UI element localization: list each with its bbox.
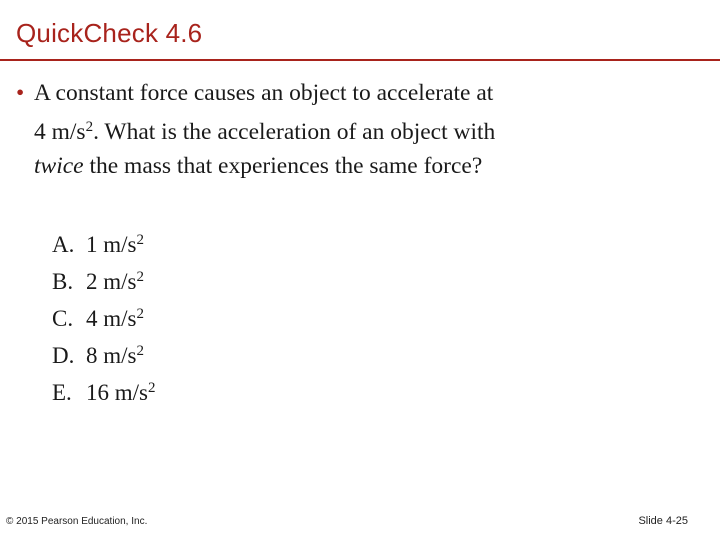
answer-choice-e[interactable]: [52, 372, 155, 409]
choice-value: 8 m/s: [86, 343, 137, 368]
answer-choice-d[interactable]: [52, 335, 155, 372]
title-divider: [0, 59, 720, 61]
answer-choices: [52, 224, 155, 409]
choice-sup: 2: [136, 269, 144, 285]
question-line-2-post: . What is the acceleration of an object with: [93, 119, 496, 145]
copyright-notice: © 2015 Pearson Education, Inc.: [6, 516, 148, 527]
answer-choice-b[interactable]: [52, 261, 155, 298]
slide-title: QuickCheck 4.6: [16, 18, 203, 48]
choice-value: 16 m/s: [86, 380, 148, 405]
choice-sup: 2: [136, 343, 144, 359]
choice-sup: 2: [147, 380, 156, 396]
question-line-2-pre: 4 m/s: [34, 119, 86, 145]
question-line-3-post: the mass that experiences the same force?: [83, 153, 483, 179]
question-line-1: [16, 76, 656, 110]
slide-number: Slide 4-25: [638, 515, 688, 527]
question-line-1-text: A constant force causes an object to accelerate at: [34, 80, 494, 106]
question-line-3-emphasis: twice: [34, 153, 84, 179]
choice-sup: 2: [136, 232, 144, 248]
choice-letter: E.: [52, 380, 72, 405]
choice-value: 2 m/s: [86, 269, 137, 294]
choice-sup: 2: [136, 306, 144, 322]
question-line-2-sup: 2: [85, 119, 94, 135]
choice-letter: B.: [52, 269, 74, 294]
choice-value: 1 m/s: [86, 232, 137, 257]
choice-value: 4 m/s: [86, 306, 137, 331]
answer-choice-a[interactable]: [52, 224, 155, 261]
answer-choice-c[interactable]: [52, 298, 155, 335]
bullet-icon: •: [16, 80, 25, 106]
question-line-2: [16, 110, 656, 149]
choice-letter: D.: [52, 343, 75, 368]
choice-letter: A.: [52, 232, 75, 257]
question-text: [16, 76, 656, 183]
question-line-3: [16, 149, 656, 183]
choice-letter: C.: [52, 306, 74, 331]
